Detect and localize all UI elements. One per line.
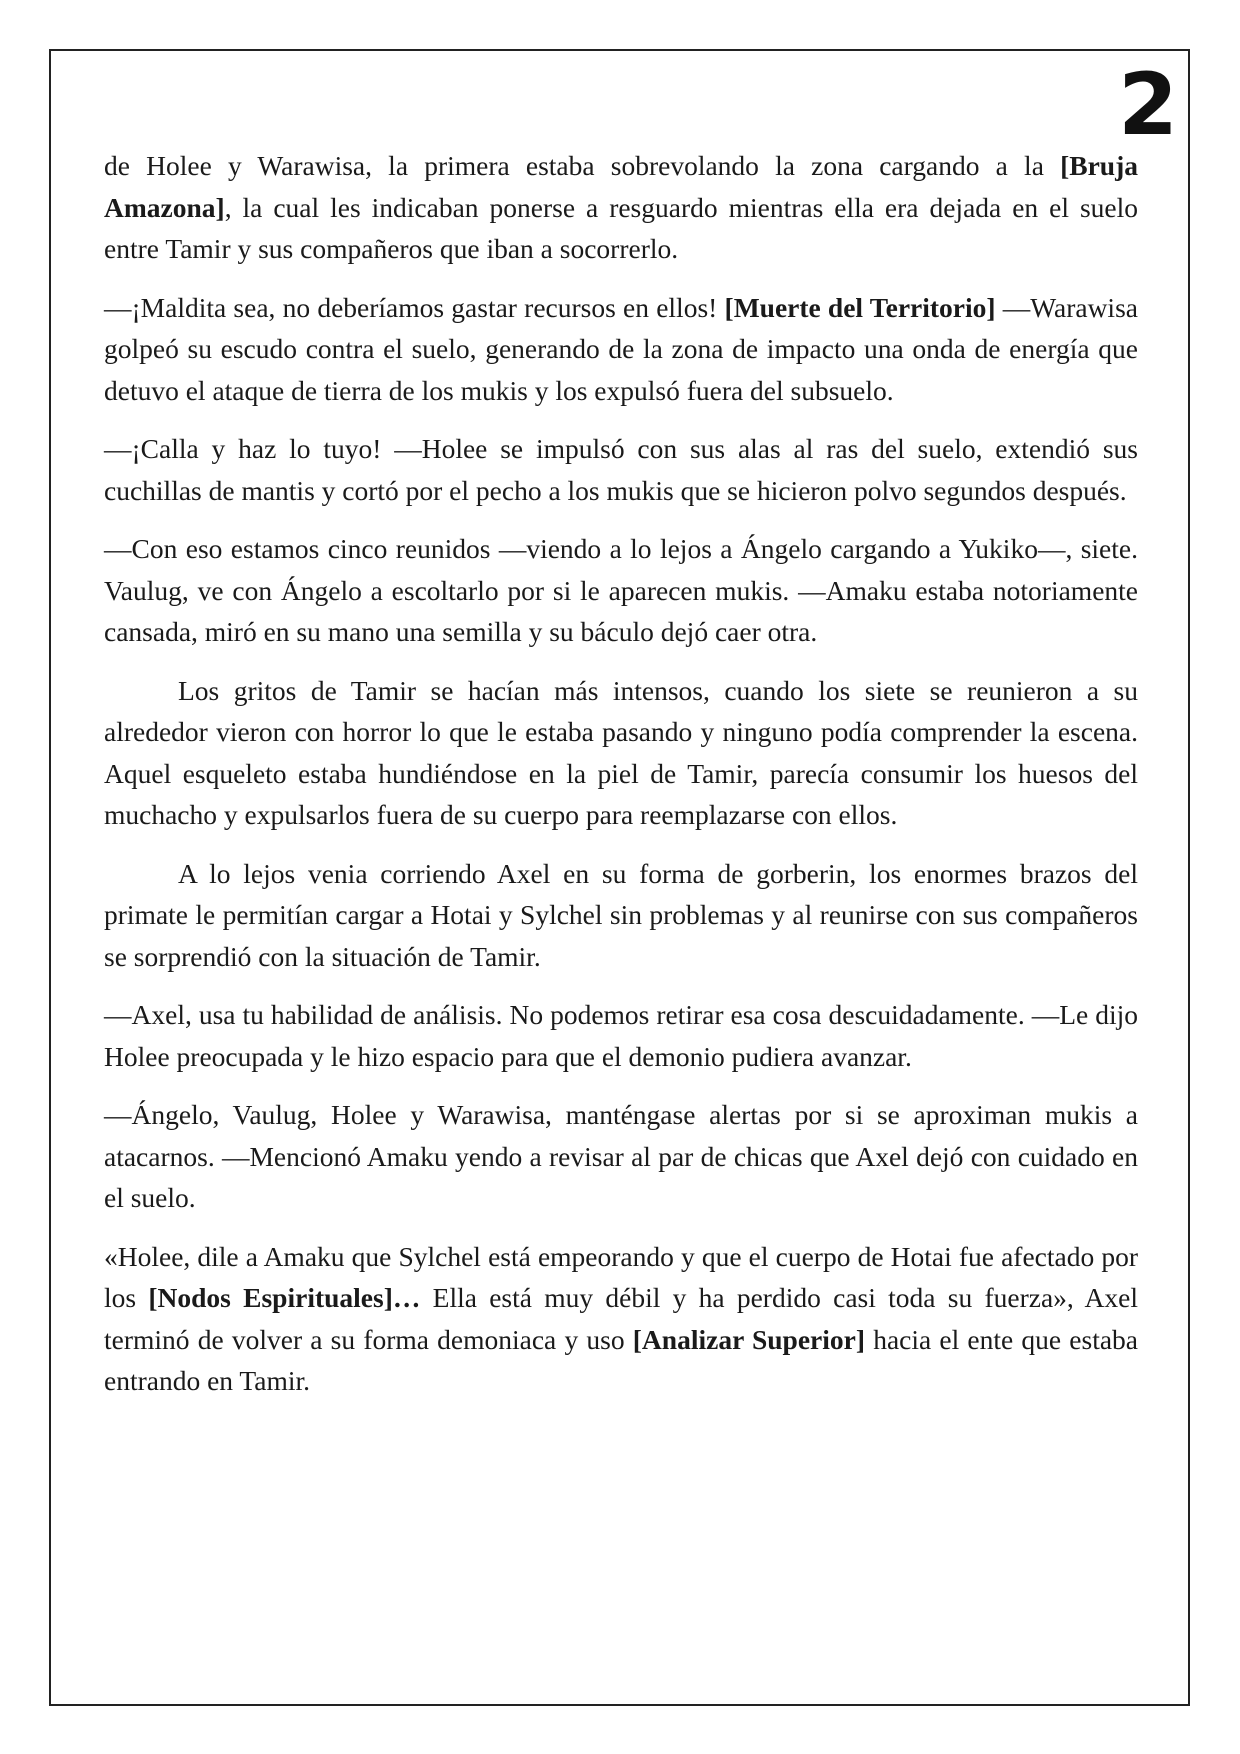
- text-run: , la cual les indicaban ponerse a resguardo mientras ella era dejada en el suelo entre Tamir y sus compañeros que iban a socorrerlo.: [104, 191, 1138, 264]
- text-run: de Holee y Warawisa, la primera estaba sobrevolando la zona cargando a la: [104, 150, 1061, 181]
- text-run: Ella está muy débil y ha perdido casi toda su fuerza», Axel terminó de volver a su forma demoniaca y uso: [104, 1282, 1138, 1355]
- text-run: «Holee, dile a Amaku que Sylchel está empeorando y que el cuerpo de Hotai fue afectado por los: [104, 1240, 1138, 1313]
- paragraph: [104, 853, 1138, 978]
- bold-term: [Nodos Espirituales]…: [148, 1282, 421, 1313]
- bold-term: [Bruja Amazona]: [104, 150, 1138, 223]
- text-run: hacia el ente que estaba entrando en Tamir.: [104, 1323, 1138, 1396]
- text-run: —Ángelo, Vaulug, Holee y Warawisa, manténgase alertas por si se aproximan mukis a atacarnos. —Mencionó Amaku yendo a revisar al par de chicas que Axel dejó con cuidado en el suelo.: [104, 1099, 1138, 1213]
- paragraph: [104, 994, 1138, 1077]
- paragraph: [104, 670, 1138, 836]
- bold-term: [Analizar Superior]: [632, 1323, 866, 1355]
- paragraph: [104, 1236, 1138, 1402]
- text-run: Los gritos de Tamir se hacían más intensos, cuando los siete se reunieron a su alrededor vieron con horror lo que le estaba pasando y ninguno podía comprender la escena. Aquel esqueleto estaba hundiéndose en la piel de Tamir, parecía consumir los huesos del muchacho y expulsarlos fuera de su cuerpo para reemplazarse con ellos.: [104, 674, 1138, 830]
- text-run: —¡Maldita sea, no deberíamos gastar recursos en ellos!: [104, 291, 725, 323]
- text-run: A lo lejos venia corriendo Axel en su forma de gorberin, los enormes brazos del primate le permitían cargar a Hotai y Sylchel sin problemas y al reunirse con sus compañeros se sorprendió con la situación de Tamir.: [104, 857, 1138, 972]
- text-run: —Con eso estamos cinco reunidos —viendo a lo lejos a Ángelo cargando a Yukiko—, siete. Vaulug, ve con Ángelo a escoltarlo por si le aparecen mukis. —Amaku estaba notoriamente cansada, miró en su mano una semilla y su báculo dejó caer otra.: [104, 533, 1138, 647]
- page-number: 2: [1118, 55, 1178, 155]
- paragraph: [104, 528, 1138, 653]
- text-run: —Warawisa golpeó su escudo contra el suelo, generando de la zona de impacto una onda de energía que detuvo el ataque de tierra de los mukis y los expulsó fuera del subsuelo.: [104, 291, 1138, 406]
- paragraph: [104, 287, 1138, 412]
- paragraph: [104, 145, 1138, 270]
- text-run: —¡Calla y haz lo tuyo! —Holee se impulsó con sus alas al ras del suelo, extendió sus cuchillas de mantis y cortó por el pecho a los mukis que se hicieron polvo segundos después.: [104, 433, 1138, 506]
- text-run: —Axel, usa tu habilidad de análisis. No podemos retirar esa cosa descuidadamente. —Le dijo Holee preocupada y le hizo espacio para que el demonio pudiera avanzar.: [104, 999, 1138, 1072]
- body-text: [104, 145, 1138, 1419]
- paragraph: [104, 428, 1138, 511]
- paragraph: [104, 1094, 1138, 1219]
- bold-term: [Muerte del Territorio]: [724, 291, 996, 323]
